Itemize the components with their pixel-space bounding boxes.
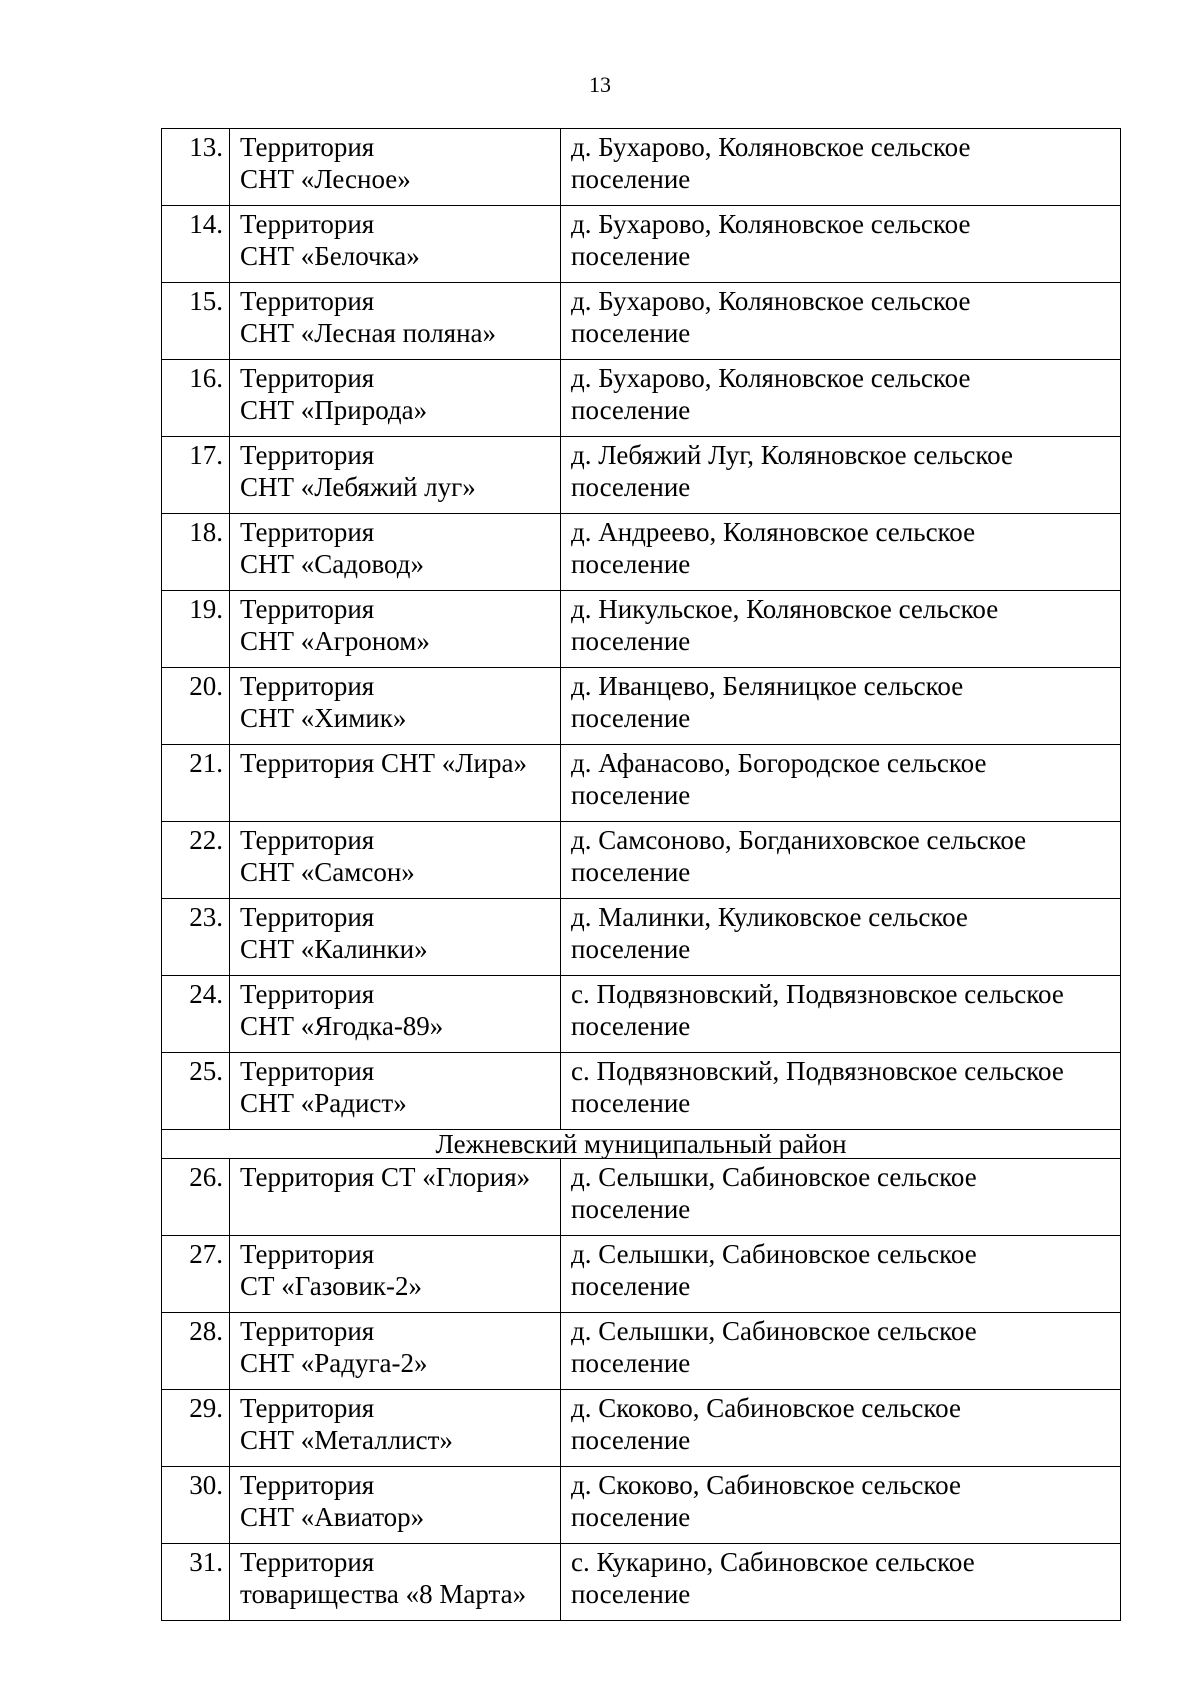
settlement-line: д. Малинки, Куликовское сельское — [571, 902, 968, 932]
settlement-line: поселение — [571, 857, 691, 887]
table-row — [162, 437, 1121, 514]
row-number: 29. — [162, 1390, 230, 1467]
page-number: 13 — [589, 72, 611, 97]
settlement — [561, 129, 1121, 206]
territory-name-line: СНТ «Авиатор» — [240, 1502, 425, 1532]
territory-name-line: СНТ «Лебяжий луг» — [240, 472, 476, 502]
territory-name-line: СТ «Газовик-2» — [240, 1271, 422, 1301]
territory-name — [230, 283, 561, 360]
row-number: 30. — [162, 1467, 230, 1544]
territory-name-line: Территория — [240, 902, 375, 932]
territory-name-line: СНТ «Белочка» — [240, 241, 420, 271]
territory-name-line: Территория — [240, 594, 375, 624]
settlement-line: поселение — [571, 1502, 691, 1532]
settlement — [561, 283, 1121, 360]
table-row — [162, 1053, 1121, 1130]
settlement — [561, 1053, 1121, 1130]
table-row — [162, 360, 1121, 437]
table-row — [162, 822, 1121, 899]
settlement — [561, 360, 1121, 437]
settlement — [561, 1544, 1121, 1621]
settlement-line: поселение — [571, 1088, 691, 1118]
settlement — [561, 822, 1121, 899]
table-row — [162, 976, 1121, 1053]
settlement-line: д. Скоково, Сабиновское сельское — [571, 1393, 961, 1423]
row-number: 20. — [162, 668, 230, 745]
territory-name — [230, 899, 561, 976]
territory-name-line: Территория — [240, 440, 375, 470]
territory-name — [230, 1053, 561, 1130]
settlement-line: с. Подвязновский, Подвязновское сельское — [571, 979, 1064, 1009]
settlement-line: поселение — [571, 934, 691, 964]
settlement-line: д. Скоково, Сабиновское сельское — [571, 1470, 961, 1500]
table-row — [162, 1159, 1121, 1236]
territory-name — [230, 668, 561, 745]
territory-name-line: СНТ «Ягодка-89» — [240, 1011, 444, 1041]
settlement-line: д. Самсоново, Богданиховское сельское — [571, 825, 1027, 855]
territory-name-line: товарищества «8 Марта» — [240, 1579, 527, 1609]
section-heading-row — [162, 1130, 1121, 1159]
settlement-line: поселение — [571, 1011, 691, 1041]
settlement — [561, 1390, 1121, 1467]
territory-name — [230, 514, 561, 591]
table-row — [162, 1390, 1121, 1467]
row-number: 23. — [162, 899, 230, 976]
settlement-line: поселение — [571, 549, 691, 579]
row-number: 16. — [162, 360, 230, 437]
section-heading: Лежневский муниципальный район — [162, 1130, 1121, 1159]
territory-name-line: Территория — [240, 979, 375, 1009]
territory-name — [230, 1313, 561, 1390]
territory-name-line: Территория — [240, 1393, 375, 1423]
row-number: 19. — [162, 591, 230, 668]
row-number: 21. — [162, 745, 230, 822]
settlement-line: поселение — [571, 472, 691, 502]
territory-name-line: Территория — [240, 209, 375, 239]
row-number: 24. — [162, 976, 230, 1053]
territory-name-line: СНТ «Лесная поляна» — [240, 318, 497, 348]
settlement-line: д. Бухарово, Коляновское сельское — [571, 363, 971, 393]
table-row — [162, 591, 1121, 668]
row-number: 18. — [162, 514, 230, 591]
settlement — [561, 1159, 1121, 1236]
table-row — [162, 514, 1121, 591]
territory-name-line: СНТ «Радуга-2» — [240, 1348, 428, 1378]
table-row — [162, 745, 1121, 822]
territory-name-line: Территория — [240, 1547, 375, 1577]
territory-name — [230, 1390, 561, 1467]
territory-name-line: Территория — [240, 825, 375, 855]
territory-name-line: СНТ «Самсон» — [240, 857, 415, 887]
territory-name — [230, 437, 561, 514]
row-number: 25. — [162, 1053, 230, 1130]
settlement-line: поселение — [571, 703, 691, 733]
settlement-line: д. Иванцево, Беляницкое сельское — [571, 671, 964, 701]
settlement-line: поселение — [571, 780, 691, 810]
row-number: 31. — [162, 1544, 230, 1621]
territory-name-line: Территория — [240, 1316, 375, 1346]
row-number: 28. — [162, 1313, 230, 1390]
settlement-line: поселение — [571, 626, 691, 656]
territory-name-line: СНТ «Радист» — [240, 1088, 407, 1118]
territory-name-line: Территория — [240, 286, 375, 316]
settlement-line: поселение — [571, 1194, 691, 1224]
table-row — [162, 1313, 1121, 1390]
table-row — [162, 1236, 1121, 1313]
settlement-line: поселение — [571, 1271, 691, 1301]
row-number: 13. — [162, 129, 230, 206]
settlement — [561, 899, 1121, 976]
row-number: 22. — [162, 822, 230, 899]
settlement-line: с. Кукарино, Сабиновское сельское — [571, 1547, 975, 1577]
settlement-line: д. Селышки, Сабиновское сельское — [571, 1162, 977, 1192]
settlement — [561, 591, 1121, 668]
row-number: 15. — [162, 283, 230, 360]
territory-name — [230, 591, 561, 668]
territory-name — [230, 976, 561, 1053]
territory-name — [230, 1236, 561, 1313]
settlement — [561, 1467, 1121, 1544]
row-number: 26. — [162, 1159, 230, 1236]
territory-name-line: Территория — [240, 1470, 375, 1500]
settlement-line: поселение — [571, 395, 691, 425]
table-row — [162, 1544, 1121, 1621]
settlement-line: д. Селышки, Сабиновское сельское — [571, 1316, 977, 1346]
territory-name-line: СНТ «Садовод» — [240, 549, 425, 579]
settlement — [561, 668, 1121, 745]
settlement — [561, 1236, 1121, 1313]
settlement-line: д. Бухарово, Коляновское сельское — [571, 286, 971, 316]
territory-name — [230, 360, 561, 437]
territory-name-line: Территория — [240, 517, 375, 547]
table-row — [162, 668, 1121, 745]
territory-name — [230, 206, 561, 283]
territory-name — [230, 1544, 561, 1621]
settlement-line: д. Андреево, Коляновское сельское — [571, 517, 976, 547]
settlement-line: с. Подвязновский, Подвязновское сельское — [571, 1056, 1064, 1086]
settlement-line: поселение — [571, 318, 691, 348]
settlement — [561, 1313, 1121, 1390]
settlement — [561, 745, 1121, 822]
settlement — [561, 976, 1121, 1053]
territory-name-line: Территория — [240, 671, 375, 701]
territory-name — [230, 822, 561, 899]
settlement-line: д. Бухарово, Коляновское сельское — [571, 132, 971, 162]
settlement-line: поселение — [571, 241, 691, 271]
territory-name-line: Территория — [240, 132, 375, 162]
territory-name — [230, 129, 561, 206]
territory-name-line: Территория — [240, 363, 375, 393]
territory-name-line: Территория — [240, 1056, 375, 1086]
territory-name-line: СНТ «Природа» — [240, 395, 428, 425]
settlement-line: поселение — [571, 1579, 691, 1609]
territory-name — [230, 745, 561, 822]
territory-name — [230, 1159, 561, 1236]
row-number: 14. — [162, 206, 230, 283]
table-row — [162, 899, 1121, 976]
settlement-line: д. Никульское, Коляновское сельское — [571, 594, 999, 624]
table-body — [162, 129, 1121, 1621]
settlement — [561, 206, 1121, 283]
territory-name — [230, 1467, 561, 1544]
settlement — [561, 514, 1121, 591]
territory-name-line: СНТ «Лесное» — [240, 164, 411, 194]
territories-table — [161, 128, 1121, 1621]
territory-name-line: СНТ «Химик» — [240, 703, 407, 733]
settlement-line: поселение — [571, 1348, 691, 1378]
settlement — [561, 437, 1121, 514]
territory-name-line: Территория — [240, 1239, 375, 1269]
territory-name-line: Территория СНТ «Лира» — [240, 748, 527, 778]
territory-name-line: СНТ «Металлист» — [240, 1425, 453, 1455]
table-row — [162, 283, 1121, 360]
table-row — [162, 1467, 1121, 1544]
row-number: 27. — [162, 1236, 230, 1313]
settlement-line: д. Бухарово, Коляновское сельское — [571, 209, 971, 239]
row-number: 17. — [162, 437, 230, 514]
settlement-line: д. Афанасово, Богородское сельское — [571, 748, 987, 778]
territory-name-line: СНТ «Калинки» — [240, 934, 428, 964]
settlement-line: д. Лебяжий Луг, Коляновское сельское — [571, 440, 1013, 470]
territory-name-line: СНТ «Агроном» — [240, 626, 430, 656]
settlement-line: поселение — [571, 1425, 691, 1455]
settlement-line: поселение — [571, 164, 691, 194]
territory-name-line: Территория СТ «Глория» — [240, 1162, 531, 1192]
table-row — [162, 129, 1121, 206]
settlement-line: д. Селышки, Сабиновское сельское — [571, 1239, 977, 1269]
table-row — [162, 206, 1121, 283]
